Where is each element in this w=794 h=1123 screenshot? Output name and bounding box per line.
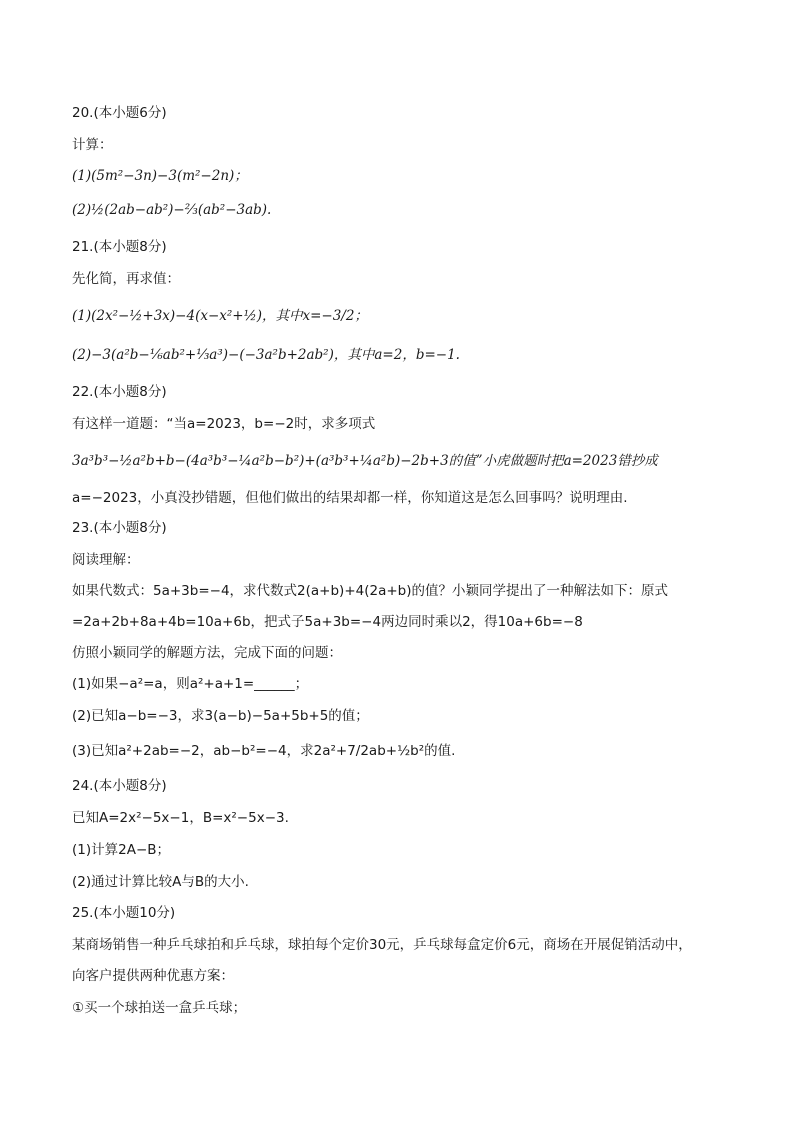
q20-part2: (2)½(2ab−ab²)−⅔(ab²−3ab). [72,202,272,218]
q22-text-line2: 3a³b³−½a²b+b−(4a³b³−¼a²b−b²)+(a³b³+¼a²b)−2b+3的值”小虎做题时把a=2023错抄成 [72,453,658,469]
q25-option1: ①买一个球拍送一盒乒乓球； [72,1000,247,1016]
q20-heading: 20.(本小题6分) [72,105,167,121]
q23-text-line1: 如果代数式：5a+3b=−4，求代数式2(a+b)+4(2a+b)的值？小颖同学提出了一种解法如下：原式 [72,583,668,599]
q23-text-line3: 仿照小颖同学的解题方法，完成下面的问题： [72,645,342,661]
q21-part2: (2)−3(a²b−⅙ab²+⅓a³)−(−3a²b+2ab²)，其中a=2，b=−1. [72,347,460,363]
q21-heading: 21.(本小题8分) [72,239,167,255]
q21-instruction: 先化简，再求值： [72,271,180,287]
q23-heading: 23.(本小题8分) [72,520,167,536]
q20-part1: (1)(5m²−3n)−3(m²−2n)； [72,168,248,184]
q25-text-line2: 向客户提供两种优惠方案： [72,968,234,984]
q21-part1: (1)(2x²−½+3x)−4(x−x²+½)，其中x=−3/2； [72,308,368,324]
q23-part1: (1)如果−a²=a，则a²+a+1=______； [72,676,309,692]
q24-given: 已知A=2x²−5x−1，B=x²−5x−3. [72,810,289,826]
q23-part3: (3)已知a²+2ab=−2，ab−b²=−4，求2a²+7/2ab+½b²的值. [72,743,456,759]
q23-instruction: 阅读理解： [72,552,140,568]
q23-part2: (2)已知a−b=−3，求3(a−b)−5a+5b+5的值； [72,708,369,724]
q24-part1: (1)计算2A−B； [72,842,171,858]
q25-text-line1: 某商场销售一种乒乓球拍和乒乓球，球拍每个定价30元，乒乓球每盒定价6元，商场在开展促销活动中， [72,937,692,953]
q20-instruction: 计算： [72,137,113,153]
q24-heading: 24.(本小题8分) [72,778,167,794]
q25-heading: 25.(本小题10分) [72,905,176,921]
q22-heading: 22.(本小题8分) [72,384,167,400]
q24-part2: (2)通过计算比较A与B的大小. [72,874,249,890]
q22-text-line1: 有这样一道题：“当a=2023，b=−2时，求多项式 [72,416,376,432]
q23-text-line2: =2a+2b+8a+4b=10a+6b，把式子5a+3b=−4两边同时乘以2，得10a+6b=−8 [72,614,583,630]
q22-text-line3: a=−2023，小真没抄错题，但他们做出的结果却都一样，你知道这是怎么回事吗？说明理由. [72,490,628,506]
